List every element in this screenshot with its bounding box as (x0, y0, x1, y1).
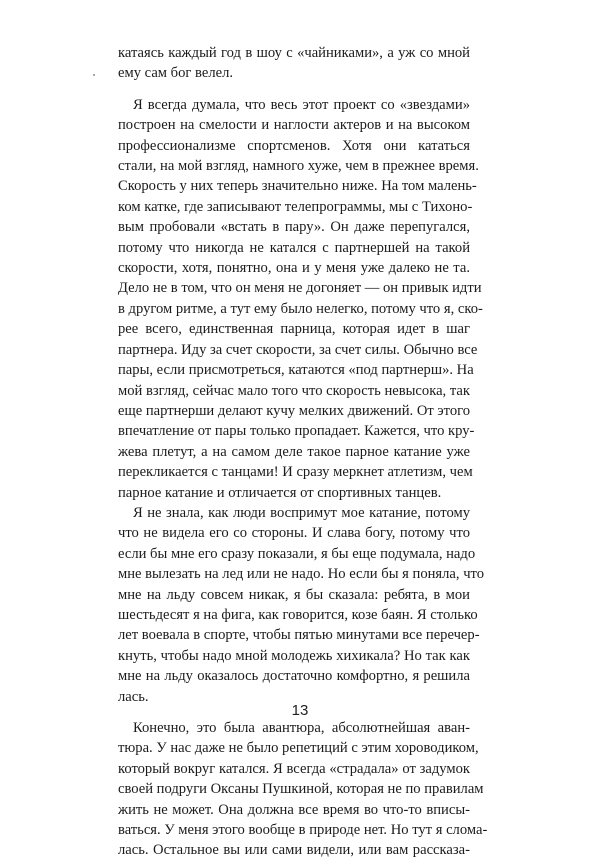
text-line: ком катке, где записывают телепрограммы, мы с Тихоно- (118, 198, 473, 215)
text-line: рее всего, единственная парница, которая идет в шаг (118, 321, 470, 338)
text-line: Конечно, это была авантюра, абсолютнейшая аван- (133, 720, 470, 736)
page-number: 13 (291, 702, 309, 719)
paragraph-1 (118, 43, 470, 84)
text-line: мне на льду оказалось достаточно комфортно, я решила (118, 668, 470, 685)
text-line: жить не может. Она должна все время во что-то вписы- (118, 801, 470, 818)
text-line: в другом ритме, а тут ему было нелегко, потому что я, ско- (118, 300, 483, 317)
text-line: лет воевала в спорте, чтобы пятью минутами все перечер- (118, 627, 480, 644)
page-speck-mark (93, 74, 95, 76)
text-line: лась. Остальное вы или сами видели, или вам рассказа- (118, 842, 470, 859)
text-line: перекликается с танцами! И сразу меркнет атлетизм, чем (118, 464, 473, 481)
paragraph-4 (118, 718, 488, 861)
text-line: мой взгляд, сейчас мало того что скорость невысока, так (118, 382, 470, 399)
text-line: своей подруги Оксаны Пушкиной, которая не по правилам (118, 781, 484, 798)
text-line: мне на льду совсем никак, я бы сказала: ребята, в мои (118, 586, 470, 603)
text-line: построен на смелости и наглости актеров и на высоком (118, 117, 470, 134)
paragraph-2 (118, 95, 483, 503)
text-line: шестьдесят я на фига, как говорится, козе баян. Я столько (118, 606, 478, 623)
text-line: парное катание и отличается от спортивных танцев. (118, 484, 442, 501)
text-line: Я не знала, как люди воспримут мое катание, потому (133, 504, 470, 521)
text-line: стали, на мой взгляд, намного хуже, чем в прежнее время. (118, 158, 479, 175)
text-line: который вокруг катался. Я всегда «страдала» от задумок (118, 760, 470, 777)
body-text (118, 43, 488, 861)
text-line: Скорость у них теперь значительно ниже. На том малень- (118, 178, 477, 195)
text-line: вым пробовали «встать в пару». Он даже перепугался, (118, 219, 470, 236)
text-line: партнера. Иду за счет скорости, за счет силы. Обычно все (118, 341, 478, 358)
text-line: еще партнерши делают кучу мелких движений. От этого (118, 402, 471, 419)
text-line: Я всегда думала, что весь этот проект со «звездами» (133, 96, 470, 113)
text-line: пары, если присмотреться, катаются «под партнерш». На (118, 362, 474, 379)
text-line: ваться. У меня этого вообще в природе нет. Но тут я слома- (118, 822, 488, 839)
text-line: жева плетут, а на самом деле такое парное катание уже (118, 443, 470, 460)
text-line: лась. (118, 688, 149, 705)
text-line: профессионализме спортсменов. Хотя они кататься (118, 137, 470, 154)
text-line: тюра. У нас даже не было репетиций с этим хороводиком, (118, 740, 479, 757)
text-line: скорости, хотя, понятно, она и у меня уже далеко не та. (118, 260, 470, 277)
text-line: что не видела его со стороны. И слава богу, потому что (118, 525, 470, 542)
paragraph-3 (118, 503, 485, 707)
text-line: кнуть, чтобы надо мной молодежь хихикала? Но так как (118, 647, 470, 664)
text-line: потому что никогда не катался с партнершей на такой (118, 239, 470, 256)
text-line: мне вылезать на лед или не надо. Но если бы я поняла, что (118, 566, 485, 583)
text-line: Дело не в том, что он меня не догоняет — он привык идти (118, 280, 482, 297)
text-line: катаясь каждый год в шоу с «чайниками», а уж со мной (118, 45, 470, 61)
text-line: впечатление от пары только пропадает. Кажется, что кру- (118, 423, 475, 440)
text-line: ему сам бог велел. (118, 65, 234, 82)
text-line: если бы мне его сразу показали, я бы еще подумала, надо (118, 545, 476, 562)
